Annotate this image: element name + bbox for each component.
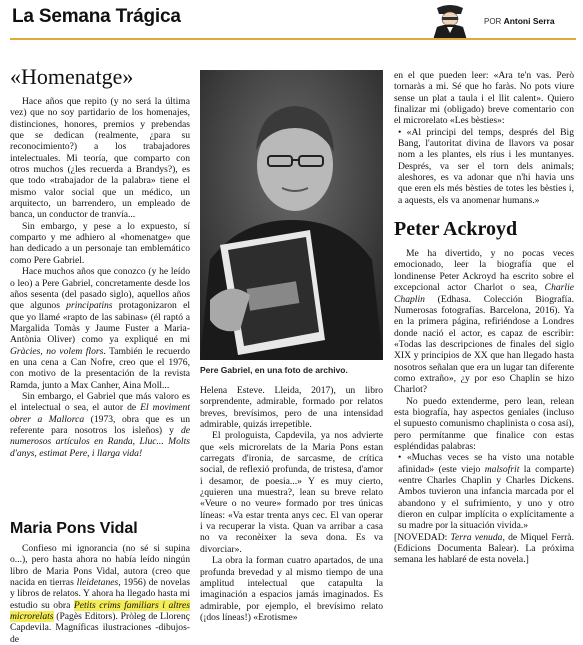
article-title-homenatge: «Homenatge» [10, 64, 134, 89]
text-run: El moviment obrer a Mallorca [10, 402, 190, 425]
page-header [0, 0, 583, 34]
paragraph: Hace años que repito (y no será la última vez) que no soy partidario de los homenajes, distinciones, honores, premios y prebendas que se dedican (realmente, ¿para su reconocimiento?) a los trabajadores intelectuales. Mi teoría, que comparto con otros muchos (¿les recuerda a Brandys?), es que todo «trabajador de la palabra» tiene el mismo valor social que un médico, un arquitecto, un barrendero, un empleado de banca, un conductor de tranvía... [10, 96, 190, 221]
column-1 [10, 64, 190, 459]
author-caricature-icon [425, 0, 475, 40]
text-run: Confieso mi ignorancia (no sé si supina o...), pero hasta ahora no había leído ningún libro de Maria Pons Vidal, autora (creo que nacida en tierras [10, 543, 190, 589]
portrait-image [200, 70, 383, 360]
text-run: principatins [66, 300, 113, 312]
quote-paragraph: • «Al principi del temps, després del Big Bang, l'autoritat divina de llavors va posar nom a les plantes, els rius i les muntanyes. Després, va ser el torn dels animals; aleshores, es va adonar que n'hi havia uns que eren els més bèsties de totes les bèsties i, a aquests, els va anomenar humans.» [398, 126, 574, 206]
highlighted-title: Petits crims familiars i altres microrelats [10, 599, 190, 623]
text-run: [NOVEDAD: [394, 531, 451, 543]
text-run: • «Muchas veces se ha visto una notable afinidad» (este viejo [398, 452, 574, 475]
photo-caption: Pere Gabriel, en una foto de archivo. [200, 365, 348, 375]
byline [484, 16, 555, 26]
text-run: . También le recuerdo en una cena a Can Nofre, creo que el 1976, con motivo de la presentación de la revista Ramda, junto a Max Canher, Aina Moll... [10, 345, 190, 391]
byline-author: Antoni Serra [503, 16, 555, 26]
text-run: la comparte) «entre Charles Chaplin y Charles Dickens. Ambos tuvieron una infancia marcada por el abandono y el sufrimiento, y uno y otro dieron en culpar implícita o explícitamente a su madre por la situación vivida.» [398, 463, 575, 532]
text-run: protagonizaron el que yo llamé «rapto de las sabinas» (él raptó a Margalida Tomàs y Jaume Fuster a Maria-Antònia Oliver) como ya expliqué en mi [10, 300, 191, 346]
article-title-peter-ackroyd: Peter Ackroyd [394, 218, 518, 241]
section-title: La Semana Trágica [12, 6, 181, 27]
text-run: (Edhasa. Colección Biografía. Numerosas fotografías. Barcelona, 2016). Ya en la primera página, refiriéndose a Londres donde nació el actor, es capaz de escribir: «Todas las descripciones de finales del siglo XIX y principios de XX que han llegado hasta nosotros señalan que era un lugar tan diferente como extraño», ¿y por eso Chaplin se hizo Charlot? [394, 293, 574, 396]
text-run: Hace muchos años que conozco (y he leído o leo) a Pere Gabriel, concretamente desde los años sesenta (del pasado siglo), aquellos años que algunos [10, 266, 190, 312]
column-3 [394, 70, 574, 566]
text-run: de numerosos artículos en Randa, Lluc... Molts d'anys, estimat Pere, i llarga vida! [10, 424, 190, 459]
text-run: lleidetanes [76, 577, 119, 589]
paragraph: El prologuista, Capdevila, ya nos advierte que «els microrelats de la Maria Pons estan carregats d'ironia, de sarcasme, de crítica social, de reflexió profunda, de tristesa, d'amor i desamor, de poesia...» Y es muy cierto, ¿quieren una muestra?, lean su breve relato «Veure o no veure» formado por tres únicas líneas: «Va estar trenta anys cec. El van operar i va recuperar la vista. Quan va arribar a casa no va reconèixer la seva dona. Es va divorciar». [200, 430, 383, 555]
text-run: Sin embargo, el Gabriel que más valoro es el intelectual o sea, el autor de [10, 390, 190, 414]
header-rule [10, 38, 576, 40]
text-run: Gràcies, no volem flors [10, 345, 104, 357]
text-run: , 1956) de novelas y libros de relatos. Y ahora ha llegado hasta mi estudio su obra [10, 577, 190, 611]
quote-paragraph [394, 452, 574, 531]
text-run: Charlie Chaplin [394, 282, 574, 305]
text-run: (1973, obra que es un referente para nosotros los isleños) y [10, 413, 191, 436]
paragraph: Sin embargo, y pese a lo expuesto, sí comparto y me adhiero al «homenatge» que han dedicado a un personaje tan emblemático como Pere Gabriel. [10, 220, 190, 266]
paragraph: No puedo extenderme, pero lean, relean esta biografía, hay aspectos geniales (incluso el supuesto comunismo chaplinista o cosa así), pero permítanme que finalice con estas espléndidas palabras: [394, 395, 574, 452]
column-1-lower [10, 518, 190, 645]
column-2 [200, 385, 383, 623]
paragraph: Helena Esteve. Lleida, 2017), un libro sorprendente, admirable, formado por relatos breves, brevísimos, pero de una intensidad admirable, quizás irrepetible. [200, 385, 383, 431]
text-run: Terra venuda [450, 531, 503, 543]
text-run: (Pagès Editors). Pròleg de Llorenç Capdevila. Magníficas ilustraciones -dibujos- de [10, 611, 190, 645]
article-title-maria-pons: Maria Pons Vidal [10, 520, 138, 537]
byline-prefix: POR [484, 17, 502, 26]
paragraph [10, 391, 190, 459]
paragraph [394, 532, 574, 566]
paragraph [10, 266, 190, 391]
paragraph: La obra la forman cuatro apartados, de una profunda brevedad y al mismo tiempo de una amplitud intelectual que catapulta la imaginación a espacios jamás imaginados. Es admirable, por ejemplo, el brevísimo relato (¡dos líneas!) «Erotisme» [200, 555, 383, 623]
text-run: , de Miquel Ferrà. (Edicions Documenta Balear). La próxima semana les hablaré de esta novela.] [394, 531, 574, 566]
text-run: malsofrit [484, 463, 520, 475]
photo-pere-gabriel [200, 70, 383, 360]
text-run: Me ha divertido, y no pocas veces emocionado, leer la biografía que el londinense Peter Ackroyd ha escrito sobre el excepcional actor Charlot o sea, [394, 248, 574, 294]
paragraph [10, 543, 190, 645]
paragraph [394, 248, 574, 395]
paragraph: en el que pueden leer: «Ara te'n vas. Però tornaràs a mi. Sé que ho faràs. No pots viure sense un plat a taula i el llit calent». Quiero finalizar mi (obligado) breve comentario con el microrelato «Les bèsties»: [394, 70, 574, 127]
